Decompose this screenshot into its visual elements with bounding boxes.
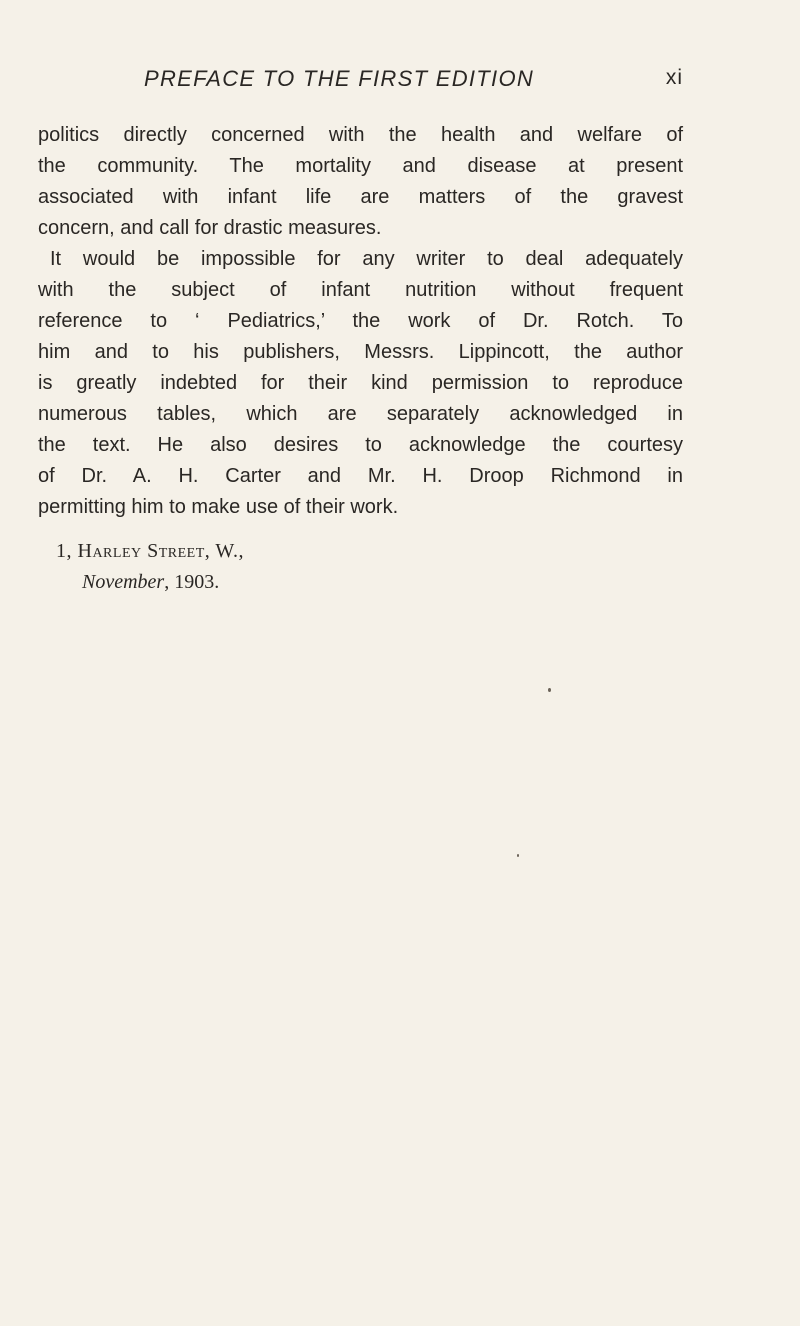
text-line: numerous tables, which are separately acknowledged in [38,403,683,425]
signature-block [56,536,556,598]
text-line: concern, and call for drastic measures. [38,217,382,239]
running-title: PREFACE TO THE FIRST EDITION [144,66,535,91]
text-line: politics directly concerned with the health and welfare of [38,124,683,146]
text-line: of Dr. A. H. Carter and Mr. H. Droop Richmond in [38,465,683,487]
paper-speck [548,688,551,692]
text-line: the text. He also desires to acknowledge the courtesy [38,434,683,456]
text-line: reference to ‘ Pediatrics,’ the work of Dr. Rotch. To [38,310,683,332]
text-line: permitting him to make use of their work. [38,496,399,518]
text-line: with the subject of infant nutrition without frequent [38,279,683,301]
page-number: xi [665,66,683,89]
signature-address: 1, Harley Street, W., [56,540,244,562]
paper-speck [517,854,519,857]
text-line: is greatly indebted for their kind permission to reproduce [38,372,683,394]
signature-date [56,567,556,598]
running-head [38,66,683,100]
text-line: him and to his publishers, Messrs. Lippincott, the author [38,341,683,363]
signature-year: , 1903. [164,571,220,593]
text-line: It would be impossible for any writer to deal adequately [50,248,683,270]
text-line: associated with infant life are matters of the gravest [38,186,683,208]
text-line: the community. The mortality and disease at present [38,155,683,177]
preface-body [38,120,683,523]
signature-month: November [82,571,165,593]
